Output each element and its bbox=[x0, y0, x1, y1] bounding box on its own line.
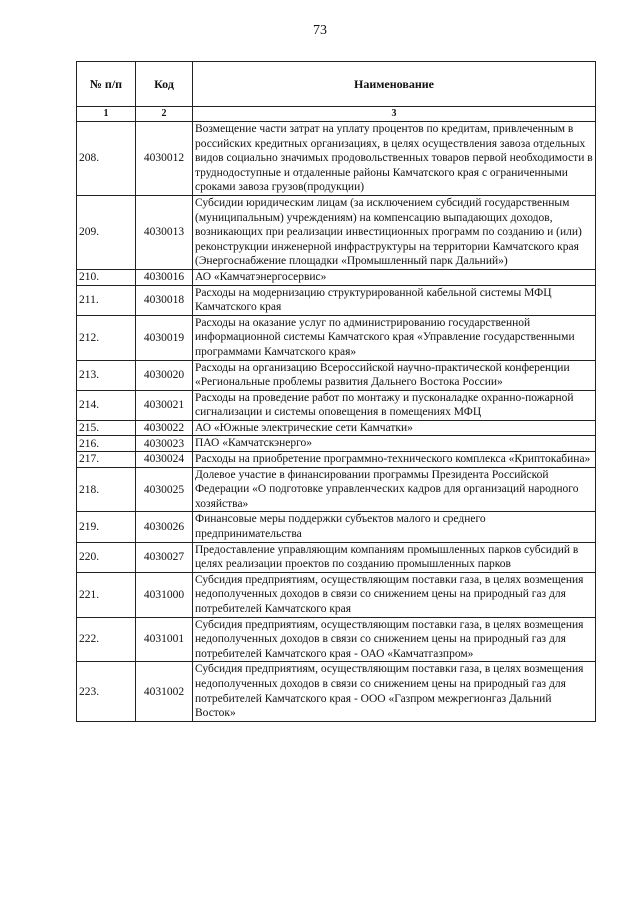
row-code: 4030013 bbox=[136, 195, 193, 269]
table-row bbox=[77, 436, 596, 452]
row-name: ПАО «Камчатскэнерго» bbox=[193, 436, 596, 452]
row-number: 220. bbox=[77, 542, 136, 572]
header-name: Наименование bbox=[193, 62, 596, 107]
row-name: Расходы на проведение работ по монтажу и пусконаладке охранно-пожарной сигнализации и системы оповещения в помещениях МФЦ bbox=[193, 390, 596, 420]
row-number: 211. bbox=[77, 285, 136, 315]
table-row bbox=[77, 285, 596, 315]
column-number: 3 bbox=[193, 107, 596, 122]
row-code: 4030025 bbox=[136, 467, 193, 512]
row-number: 217. bbox=[77, 452, 136, 468]
row-name: Возмещение части затрат на уплату процентов по кредитам, привлеченным в российских кредитных организациях, в целях осуществления завоза отдельных видов социально значимых продовольственных товаров первой необходимости в труднодоступные и отдаленные районы Камчатского края с ограниченными сроками завоза грузов(продукции) bbox=[193, 122, 596, 196]
row-name: Субсидия предприятиям, осуществляющим поставки газа, в целях возмещения недополученных доходов в связи со снижением цены на природный газ для потребителей Камчатского края - ОАО «Камчатгазпром» bbox=[193, 617, 596, 662]
table-row bbox=[77, 122, 596, 196]
row-code: 4031000 bbox=[136, 572, 193, 617]
row-code: 4030018 bbox=[136, 285, 193, 315]
row-code: 4030023 bbox=[136, 436, 193, 452]
row-name: Расходы на оказание услуг по администрированию государственной информационной системы Камчатского края «Управление государственными программами Камчатского края» bbox=[193, 315, 596, 360]
row-name: Расходы на модернизацию структурированной кабельной системы МФЦ Камчатского края bbox=[193, 285, 596, 315]
table-row bbox=[77, 420, 596, 436]
row-number: 219. bbox=[77, 512, 136, 542]
row-number: 222. bbox=[77, 617, 136, 662]
row-name: Субсидии юридическим лицам (за исключением субсидий государственным (муниципальным) учреждениям) на компенсацию выпадающих доходов, возникающих при реализации инвестиционных программ по созданию и (или) реконструкции инженерной инфраструктуры на территории Камчатского края (Энергоснабжение площадки «Промышленный парк Дальний») bbox=[193, 195, 596, 269]
table-row bbox=[77, 572, 596, 617]
table-row bbox=[77, 542, 596, 572]
row-number: 221. bbox=[77, 572, 136, 617]
table-row bbox=[77, 662, 596, 721]
table-row bbox=[77, 617, 596, 662]
row-code: 4030027 bbox=[136, 542, 193, 572]
column-number: 2 bbox=[136, 107, 193, 122]
table-row bbox=[77, 452, 596, 468]
row-number: 215. bbox=[77, 420, 136, 436]
row-number: 212. bbox=[77, 315, 136, 360]
row-code: 4030026 bbox=[136, 512, 193, 542]
table-row bbox=[77, 467, 596, 512]
column-number: 1 bbox=[77, 107, 136, 122]
budget-codes-table bbox=[76, 61, 596, 722]
row-name: Расходы на приобретение программно-технического комплекса «Криптокабина» bbox=[193, 452, 596, 468]
row-code: 4030020 bbox=[136, 360, 193, 390]
row-code: 4030024 bbox=[136, 452, 193, 468]
row-name: АО «Южные электрические сети Камчатки» bbox=[193, 420, 596, 436]
row-name: Субсидия предприятиям, осуществляющим поставки газа, в целях возмещения недополученных доходов в связи со снижением цены на природный газ для потребителей Камчатского края bbox=[193, 572, 596, 617]
row-code: 4031002 bbox=[136, 662, 193, 721]
row-name: Финансовые меры поддержки субъектов малого и среднего предпринимательства bbox=[193, 512, 596, 542]
row-code: 4031001 bbox=[136, 617, 193, 662]
row-code: 4030022 bbox=[136, 420, 193, 436]
row-number: 208. bbox=[77, 122, 136, 196]
row-name: Расходы на организацию Всероссийской научно-практической конференции «Региональные проблемы развития Дальнего Востока России» bbox=[193, 360, 596, 390]
row-name: Долевое участие в финансировании программы Президента Российской Федерации «О подготовке управленческих кадров для организаций народного хозяйства» bbox=[193, 467, 596, 512]
row-number: 223. bbox=[77, 662, 136, 721]
row-code: 4030012 bbox=[136, 122, 193, 196]
row-number: 216. bbox=[77, 436, 136, 452]
row-name: Предоставление управляющим компаниям промышленных парков субсидий в целях реализации проектов по созданию промышленных парков bbox=[193, 542, 596, 572]
table-row bbox=[77, 269, 596, 285]
header-number: № п/п bbox=[77, 62, 136, 107]
page-number: 73 bbox=[313, 23, 327, 38]
row-number: 209. bbox=[77, 195, 136, 269]
row-name: АО «Камчатэнергосервис» bbox=[193, 269, 596, 285]
row-code: 4030019 bbox=[136, 315, 193, 360]
table-header-row bbox=[77, 62, 596, 107]
table-row bbox=[77, 390, 596, 420]
row-number: 214. bbox=[77, 390, 136, 420]
table-row bbox=[77, 195, 596, 269]
table-row bbox=[77, 512, 596, 542]
table-row bbox=[77, 315, 596, 360]
row-name: Субсидия предприятиям, осуществляющим поставки газа, в целях возмещения недополученных доходов в связи со снижением цены на природный газ для потребителей Камчатского края - ООО «Газпром межрегионгаз Дальний Восток» bbox=[193, 662, 596, 721]
row-number: 213. bbox=[77, 360, 136, 390]
table-row bbox=[77, 360, 596, 390]
row-number: 218. bbox=[77, 467, 136, 512]
row-number: 210. bbox=[77, 269, 136, 285]
header-code: Код bbox=[136, 62, 193, 107]
row-code: 4030016 bbox=[136, 269, 193, 285]
row-code: 4030021 bbox=[136, 390, 193, 420]
table-body bbox=[77, 122, 596, 722]
column-numbers-row bbox=[77, 107, 596, 122]
